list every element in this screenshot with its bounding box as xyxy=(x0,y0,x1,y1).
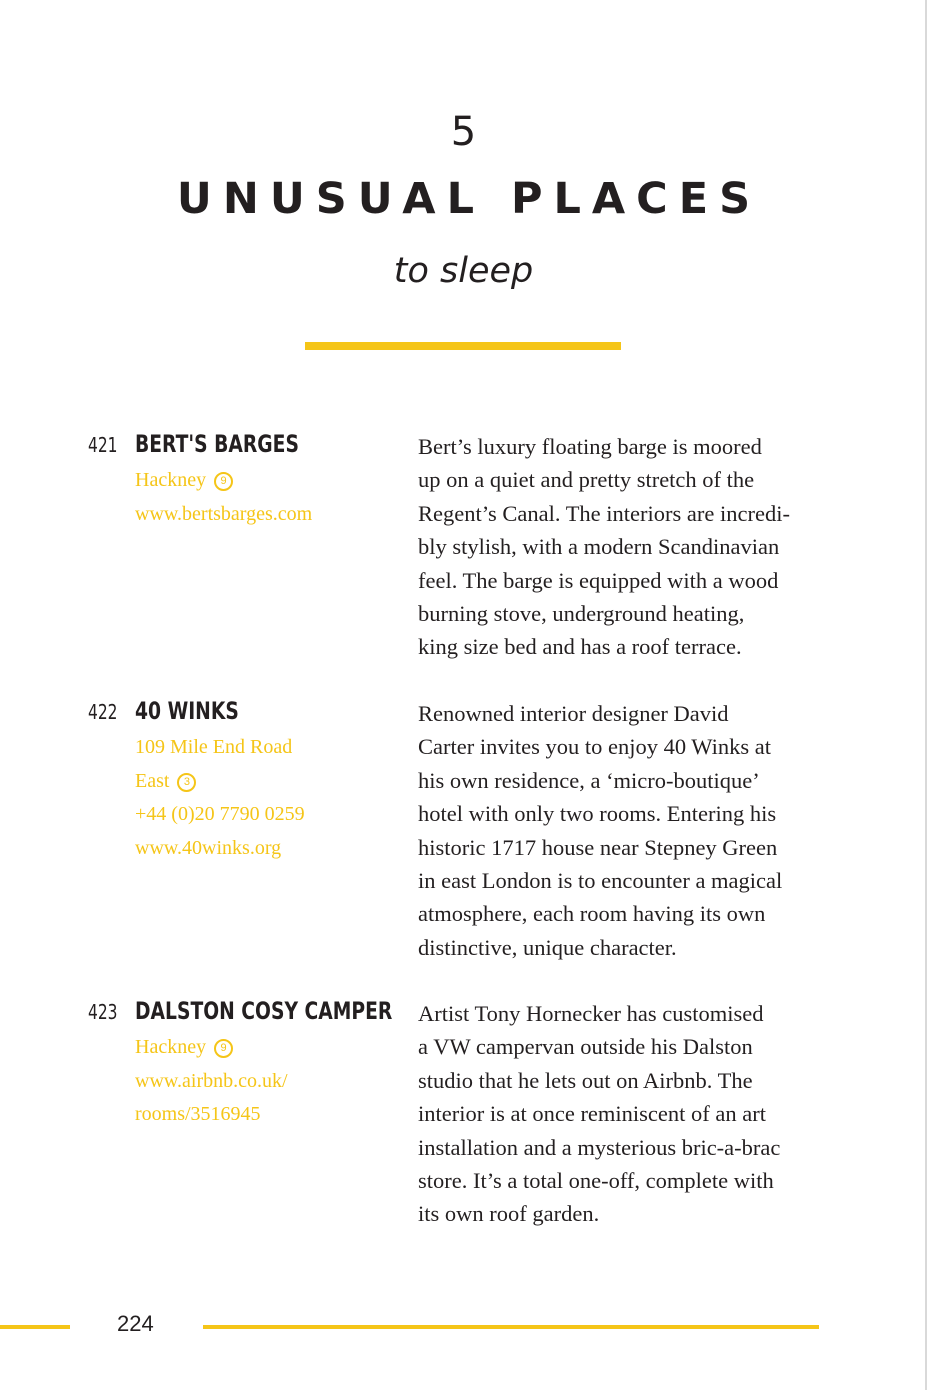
entry-number: 421 xyxy=(88,433,118,457)
entry-description xyxy=(418,997,838,1231)
description-line: his own residence, a ‘micro-boutique’ xyxy=(418,767,760,793)
description-line: store. It’s a total one-off, complete with xyxy=(418,1168,774,1194)
description-line: Artist Tony Hornecker has customised xyxy=(418,1001,764,1026)
map-marker-icon: 9 xyxy=(214,472,233,491)
description-line: historic 1717 house near Stepney Green xyxy=(418,834,778,860)
description-line: studio that he lets out on Airbnb. The xyxy=(418,1067,753,1093)
entry-area: Hackney xyxy=(135,1036,207,1058)
chapter-number: 5 xyxy=(450,109,477,155)
entry-description xyxy=(418,697,838,964)
map-marker-icon: 3 xyxy=(177,773,196,792)
description-line: up on a quiet and pretty stretch of the xyxy=(418,467,755,493)
footer-rule-left xyxy=(0,1325,70,1329)
entry-website-cont[interactable]: rooms/3516945 xyxy=(135,1103,261,1125)
description-line: interior is at once reminiscent of an art xyxy=(418,1101,766,1127)
description-line: atmosphere, each room having its own xyxy=(418,901,766,927)
entry-name: 40 WINKS xyxy=(135,697,239,725)
entry-area: Hackney xyxy=(135,469,207,491)
entry-area-line xyxy=(135,464,312,498)
entry-website[interactable]: www.40winks.org xyxy=(135,836,282,859)
entry-website[interactable]: www.airbnb.co.uk/ xyxy=(135,1069,288,1092)
description-line: in east London is to encounter a magical xyxy=(418,868,783,894)
entry-name: DALSTON COSY CAMPER xyxy=(135,997,393,1025)
entry-area-line xyxy=(135,1031,288,1065)
description-line: Bert’s luxury floating barge is moored xyxy=(418,434,762,459)
description-line: distinctive, unique character. xyxy=(418,934,677,960)
description-line: hotel with only two rooms. Entering his xyxy=(418,801,777,827)
entry-phone[interactable]: +44 (0)20 7790 0259 xyxy=(135,803,305,825)
description-line: Regent’s Canal. The interiors are incredi- xyxy=(418,500,790,526)
page-subtitle: to sleep xyxy=(393,251,534,291)
page-title: UNUSUAL PLACES xyxy=(176,174,762,224)
entry-info xyxy=(135,731,305,865)
description-line: Carter invites you to enjoy 40 Winks at xyxy=(418,734,772,760)
description-line: bly stylish, with a modern Scandinavian xyxy=(418,534,780,560)
entry-info xyxy=(135,464,312,531)
entry-info xyxy=(135,1031,288,1132)
footer-rule-right xyxy=(203,1325,819,1329)
entry-number: 422 xyxy=(88,700,118,724)
entry-description xyxy=(418,430,838,664)
map-marker-icon: 9 xyxy=(214,1039,233,1058)
entry-number: 423 xyxy=(88,1000,118,1024)
description-line: its own roof garden. xyxy=(418,1201,600,1227)
entry-area-line xyxy=(135,765,305,799)
description-line: a VW campervan outside his Dalston xyxy=(418,1034,753,1060)
description-line: Renowned interior designer David xyxy=(418,701,729,726)
description-line: king size bed and has a roof terrace. xyxy=(418,634,742,660)
description-line: feel. The barge is equipped with a wood xyxy=(418,567,779,593)
page-number: 224 xyxy=(117,1311,154,1336)
entry-area: East xyxy=(135,769,170,792)
description-line: installation and a mysterious bric-a-brac xyxy=(418,1134,781,1160)
entry-name: BERT'S BARGES xyxy=(135,430,299,458)
entry-address: 109 Mile End Road xyxy=(135,736,293,758)
description-line: burning stove, underground heating, xyxy=(418,601,745,627)
title-divider xyxy=(305,342,621,350)
entry-website[interactable]: www.bertsbarges.com xyxy=(135,502,313,525)
